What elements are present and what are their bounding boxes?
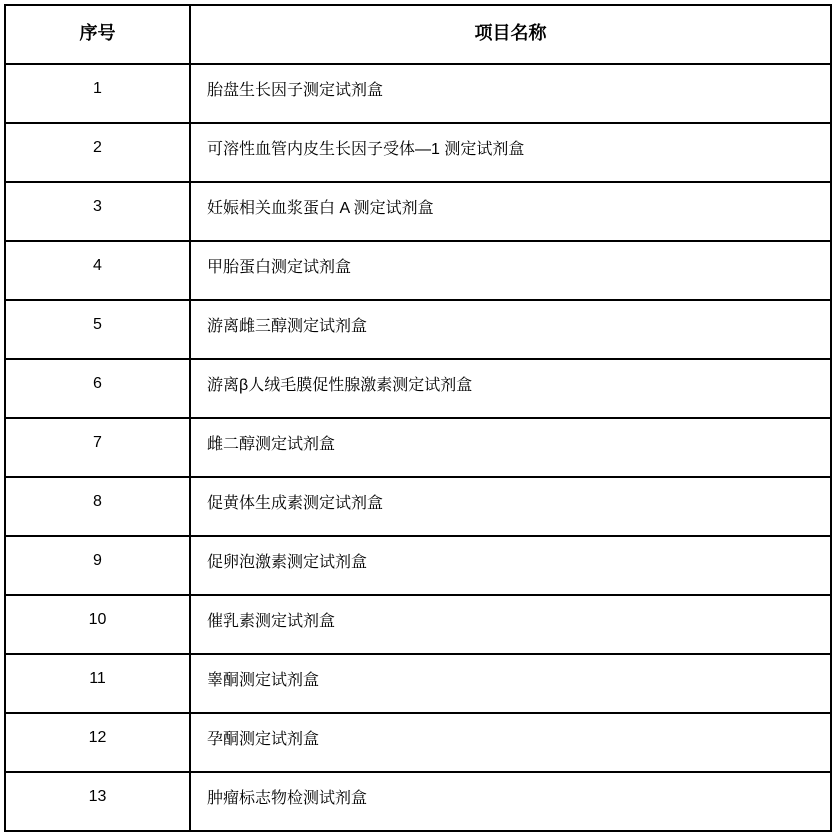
row-serial-number: 11 [5,654,190,713]
row-project-name: 睾酮测定试剂盒 [190,654,831,713]
table-row [5,241,831,300]
row-project-name: 甲胎蛋白测定试剂盒 [190,241,831,300]
row-project-name: 促卵泡激素测定试剂盒 [190,536,831,595]
table-row [5,123,831,182]
row-project-name: 游离β人绒毛膜促性腺激素测定试剂盒 [190,359,831,418]
row-serial-number: 13 [5,772,190,831]
table-row [5,654,831,713]
row-project-name: 胎盘生长因子测定试剂盒 [190,64,831,123]
header-row [5,5,831,64]
row-serial-number: 10 [5,595,190,654]
column-header-project-name: 项目名称 [190,5,831,64]
project-list-table [4,4,832,832]
row-serial-number: 3 [5,182,190,241]
table-row [5,418,831,477]
table-row [5,477,831,536]
row-project-name: 催乳素测定试剂盒 [190,595,831,654]
row-project-name: 促黄体生成素测定试剂盒 [190,477,831,536]
row-project-name: 肿瘤标志物检测试剂盒 [190,772,831,831]
table-row [5,64,831,123]
row-serial-number: 9 [5,536,190,595]
row-serial-number: 4 [5,241,190,300]
table-row [5,772,831,831]
row-serial-number: 6 [5,359,190,418]
row-serial-number: 2 [5,123,190,182]
table-row [5,713,831,772]
row-project-name: 可溶性血管内皮生长因子受体—1 测定试剂盒 [190,123,831,182]
row-project-name: 雌二醇测定试剂盒 [190,418,831,477]
table-body [5,64,831,831]
row-project-name: 孕酮测定试剂盒 [190,713,831,772]
table-row [5,182,831,241]
table-row [5,300,831,359]
table-row [5,595,831,654]
table-row [5,359,831,418]
table-row [5,536,831,595]
table-header [5,5,831,64]
row-project-name: 游离雌三醇测定试剂盒 [190,300,831,359]
row-serial-number: 5 [5,300,190,359]
row-project-name: 妊娠相关血浆蛋白 A 测定试剂盒 [190,182,831,241]
row-serial-number: 8 [5,477,190,536]
column-header-serial-number: 序号 [5,5,190,64]
row-serial-number: 12 [5,713,190,772]
row-serial-number: 7 [5,418,190,477]
row-serial-number: 1 [5,64,190,123]
